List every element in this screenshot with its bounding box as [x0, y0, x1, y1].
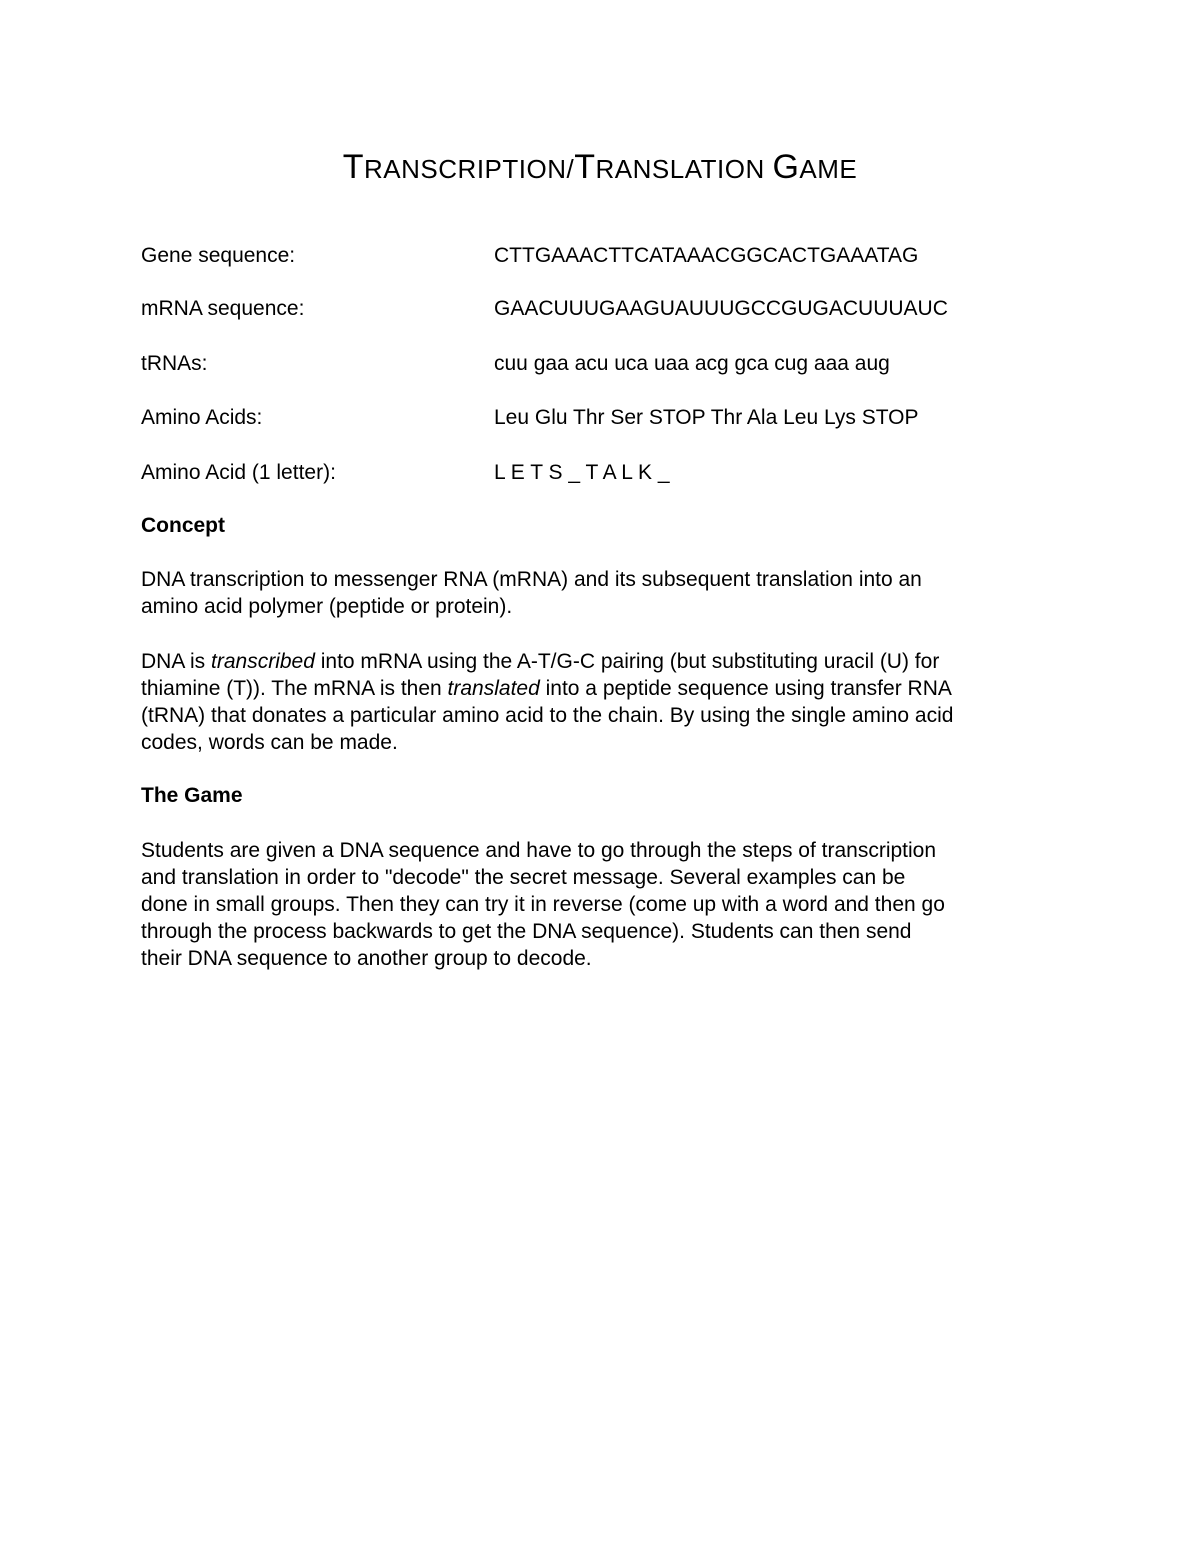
amino-acids-label: Amino Acids: — [141, 406, 263, 429]
mrna-sequence-row — [141, 294, 1081, 324]
translated-emphasis: translated — [447, 677, 540, 700]
trnas-label: tRNAs: — [141, 352, 208, 375]
concept-paragraph-2: DNA is transcribed into mRNA using the A-T/G-C pairing (but substituting uracil (U) for thiamine (T)). The mRNA is then translated into a peptide sequence using transfer RNA (tRNA) that donates a particular amino acid to the chain. By using the single amino acid codes, words can be made. — [141, 650, 954, 754]
trnas-row — [141, 349, 1081, 379]
concept-paragraph-1: DNA transcription to messenger RNA (mRNA) and its subsequent translation into an amino acid polymer (peptide or protein). — [141, 568, 922, 618]
page-title: TRANSCRIPTION/TRANSLATION GAME — [342, 148, 858, 186]
game-paragraph: Students are given a DNA sequence and have to go through the steps of transcription and translation in order to "decode" the secret message. Several examples can be done in small groups. Then they can try it in reverse (come up with a word and then go through the process backwards to get the DNA sequence). Students can then send their DNA sequence to another group to decode. — [141, 839, 945, 970]
gene-sequence-value: CTTGAAACTTCATAAACGGCACTGAAATAG — [494, 244, 919, 267]
mrna-sequence-value: GAACUUUGAAGUAUUUGCCGUGACUUUAUC — [494, 297, 948, 320]
amino-acid-letter-row — [141, 458, 1081, 488]
amino-acid-letter-label: Amino Acid (1 letter): — [141, 461, 336, 484]
trnas-value: cuu gaa acu uca uaa acg gca cug aaa aug — [494, 352, 890, 375]
amino-acids-value: Leu Glu Thr Ser STOP Thr Ala Leu Lys STOP — [494, 406, 919, 429]
mrna-sequence-label: mRNA sequence: — [141, 297, 305, 320]
amino-acids-row — [141, 403, 1081, 433]
gene-sequence-label: Gene sequence: — [141, 244, 296, 267]
game-heading: The Game — [141, 784, 243, 807]
gene-sequence-row — [141, 241, 1081, 271]
concept-heading: Concept — [141, 514, 225, 537]
amino-acid-letter-value: L E T S _ T A L K _ — [494, 461, 670, 484]
transcribed-emphasis: transcribed — [211, 650, 315, 673]
